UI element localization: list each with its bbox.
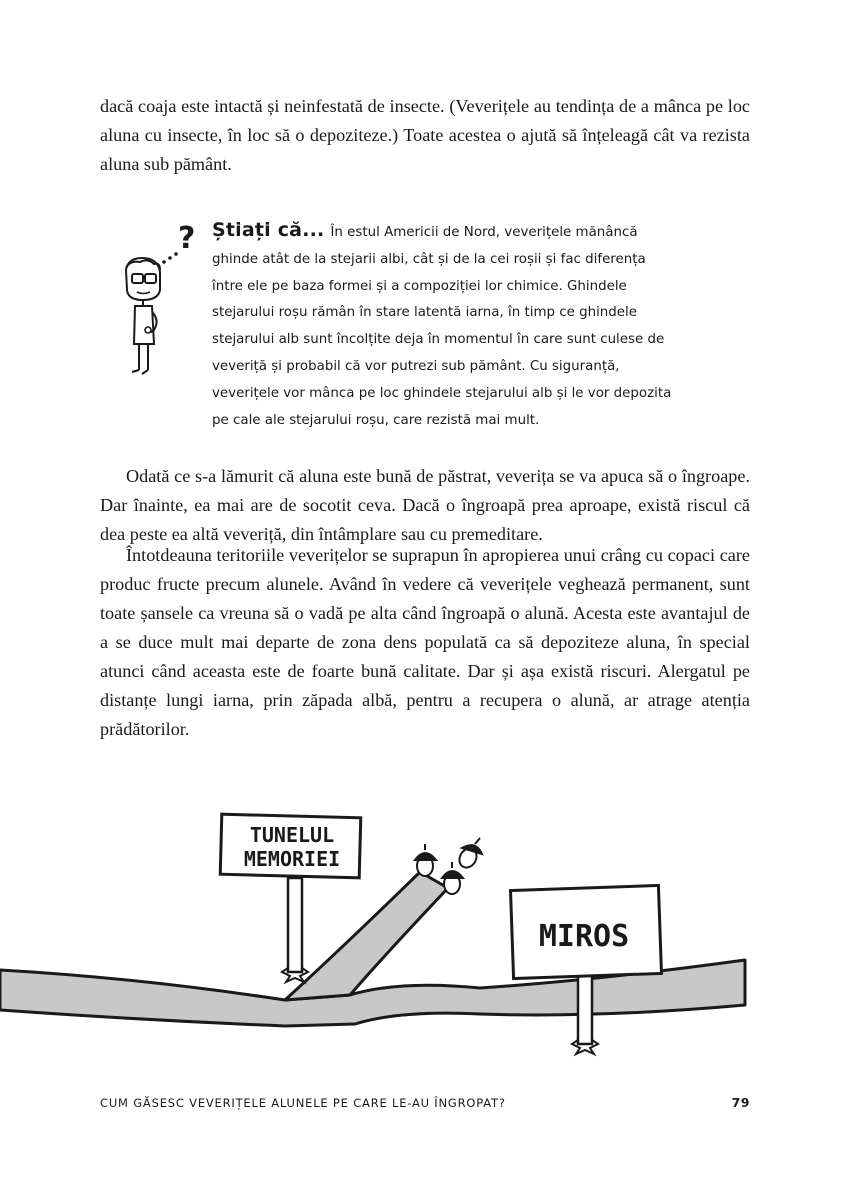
memory-tunnel-illustration: [0, 800, 850, 1080]
sign-right-text: MIROS: [538, 919, 630, 954]
sign-left-line1: TUNELUL: [249, 823, 335, 847]
sign-smell: [511, 885, 662, 1054]
running-footer-title: CUM GĂSESC VEVERIȚELE ALUNELE PE CARE LE-AU ÎNGROPAT?: [100, 1096, 506, 1110]
acorn-icon: [456, 838, 482, 871]
callout-text: În estul Americii de Nord, veverițele mănâncă ghinde atât de la stejarii albi, cât și de la cei roșii și fac diferența între ele pe baza formei și a compoziției lor chimice. Ghindele stejarului roșu rămân în stare latentă iarna, în timp ce ghindele stejarului alb sunt încolțite deja în momentul în care sunt culese de veveriță și probabil că vor putrezi sub pământ. Cu siguranță, veverițele vor mânca pe loc ghindele stejarului alb și le vor depozita pe cale ale stejarului roșu, care rezistă mai mult.: [212, 225, 672, 428]
body-paragraph-1: dacă coaja este intactă și neinfestată de insecte. (Veverițele au tendința de a mânca pe loc aluna cu insecte, în loc să o depoziteze.) Toate acestea o ajută să înțeleagă cât va rezista aluna sub pământ.: [100, 96, 750, 174]
did-you-know-callout: [212, 217, 677, 434]
callout-title: Știați că...: [212, 219, 325, 241]
acorn-icon: [442, 862, 463, 894]
thinking-person-illustration: [110, 212, 210, 382]
acorn-icon: [415, 844, 436, 876]
page-number: 79: [731, 1095, 750, 1110]
body-paragraph-3: Întotdeauna teritoriile veverițelor se suprapun în apropierea unui crâng cu copaci care produc fructe precum alunele. Având în vedere că veverițele veghează permanent, sunt toate șansele ca vreuna să o vadă pe alta când îngroapă o alună. Acesta este avantajul de a se duce mult mai departe de zona dens populată ca să depoziteze aluna, în special atunci când aceasta este de foarte bună calitate. Dar și așa există riscuri. Alergatul pe distanțe lungi iarna, prin zăpada albă, pentru a recupera o alună, ar atrage atenția prădătorilor.: [100, 545, 750, 739]
body-paragraph-2: Odată ce s-a lămurit că aluna este bună de păstrat, veverița se va apuca să o îngroape. Dar înainte, ea mai are de socotit ceva. Dacă o îngroapă prea aproape, există riscul că dea peste ea altă veveriță, din întâmplare sau cu premeditare.: [100, 466, 750, 544]
sign-left-line2: MEMORIEI: [243, 847, 341, 871]
question-mark-icon: ?: [178, 221, 196, 256]
branch-road: [285, 872, 448, 1000]
